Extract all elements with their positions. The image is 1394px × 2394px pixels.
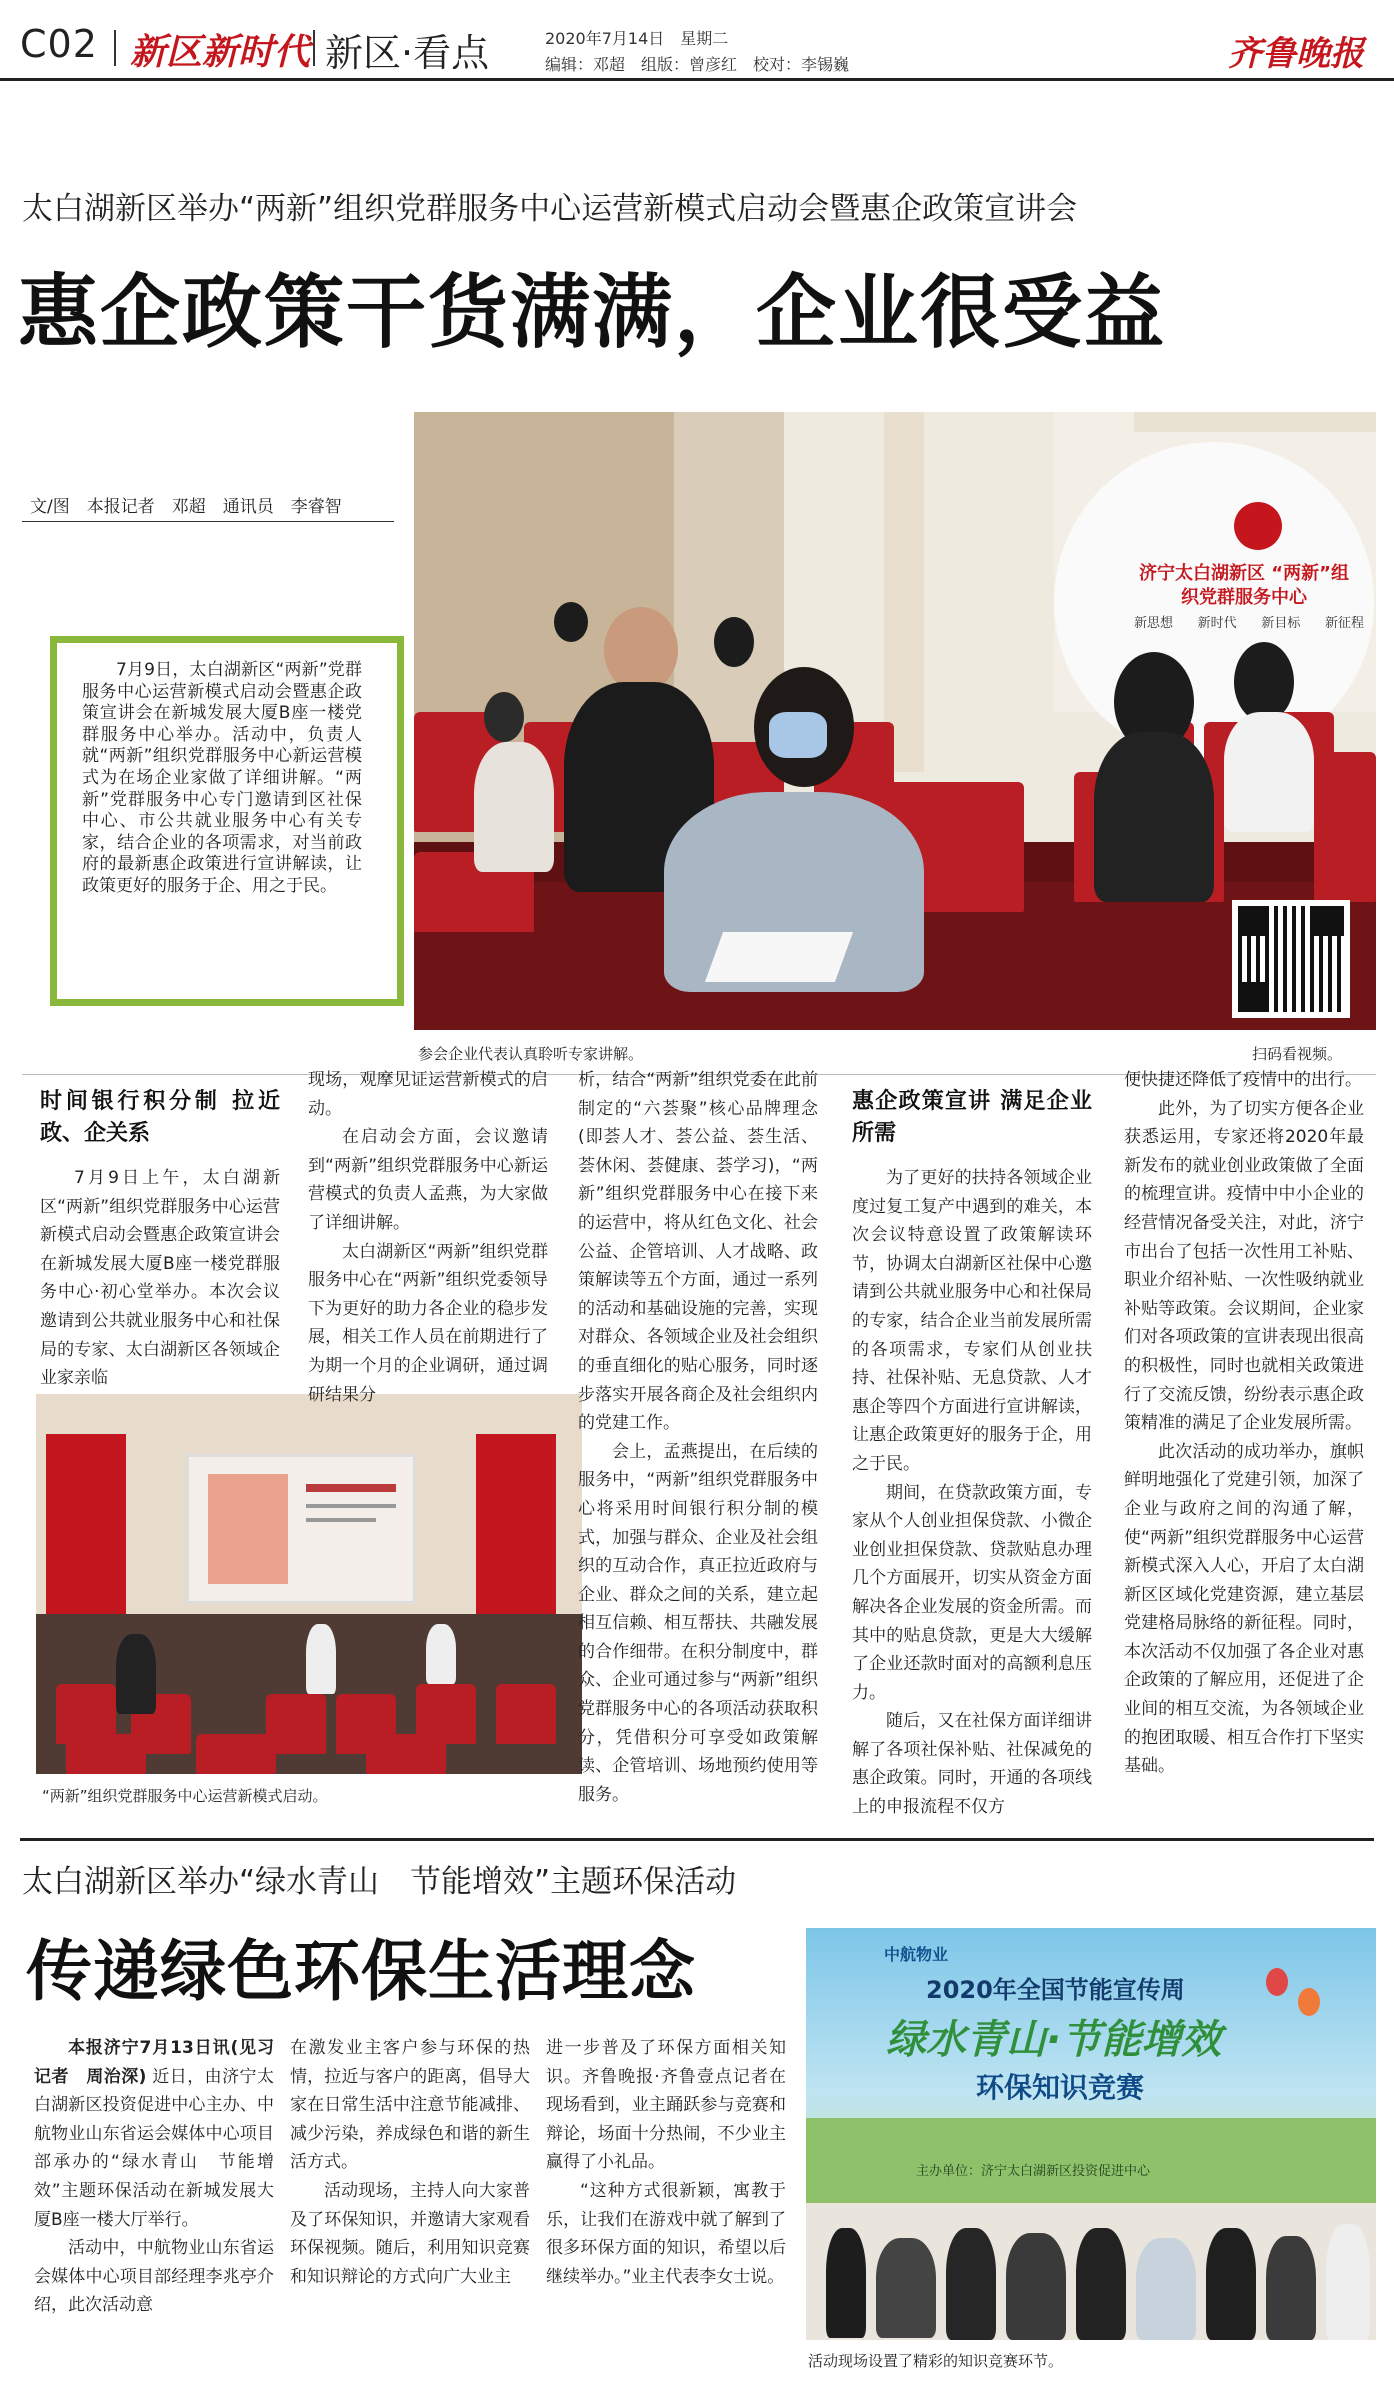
story2-dateline: 本报济宁7月13日讯(见习记者 周治深) <box>34 2038 274 2087</box>
brand-logo: 齐鲁晚报 <box>1228 34 1364 74</box>
photo-meeting-audience <box>414 412 1376 1030</box>
story2-column-1: 本报济宁7月13日讯(见习记者 周治深) 近日，由济宁太白湖新区投资促进中心主办、中航物业山东省运会媒体中心项目部承办的“绿水青山 节能增效”主题环保活动在新城发展大厦B座一楼大厅举行。 活动中，中航物业山东省运会媒体中心项目部经理李兆亭介绍，此次活动意 <box>34 2038 274 2316</box>
qr-caption: 扫码看视频。 <box>1252 1045 1343 1063</box>
col4-heading: 惠企政策宣讲 满足企业所需 <box>852 1089 1092 1146</box>
story1-headline: 惠企政策干货满满，企业很受益 <box>18 266 1166 359</box>
header-divider-1 <box>114 30 116 66</box>
story2-column-3: 进一步普及了环保方面相关知识。齐鲁晚报·齐鲁壹点记者在现场看到，业主踊跃参与竞赛和辩论，场面十分热闹，不少业主赢得了小礼品。 “这种方式很新颖，寓教于乐，让我们在游戏中就了解到了很多环保方面的知识，希望以后继续举办。”业主代表李女士说。 <box>546 2038 786 2287</box>
party-emblem <box>1234 502 1282 550</box>
screen-logo: 中航物业 <box>884 1945 949 1964</box>
story1-column-1: 时间银行积分制 拉近政、企关系 7月9日上午，太白湖新区“两新”组织党群服务中心运营新模式启动会暨惠企政策宣讲会在新城发展大厦B座一楼党群服务中心·初心堂举办。本次会议邀请到公共就业服务中心和社保局的专家、太白湖新区各领域企业家亲临 <box>40 1086 280 1393</box>
story1-column-4: 惠企政策宣讲 满足企业所需 为了更好的扶持各领域企业度过复工复产中遇到的难关，本次会议特意设置了政策解读环节，协调太白湖新区社保中心邀请到公共就业服务中心和社保局的专家，结合企业当前发展所需的各项需求，专家们从创业扶持、社保补贴、无息贷款、人才惠企等四个方面进行宣讲解读，让惠企政策更好的服务于企，用之于民。 期间，在贷款政策方面，专家从个人创业担保贷款、小微企业创业担保贷款、贷款贴息办理几个方面展开，切实从资金方面解决各企业发展的资金所需。而其中的贴息贷款，更是大大缓解了企业还款时面对的高额利息压力。 随后，又在社保方面详细讲解了各项社保补贴、社保减免的惠企政策。同时，开通的各项线上的申报流程不仅方 <box>852 1086 1092 1822</box>
story1-column-3: 析，结合“两新”组织党委在此前制定的“六荟聚”核心品牌理念(即荟人才、荟公益、荟生活、荟休闲、荟健康、荟学习)，“两新”组织党群服务中心在接下来的运营中，将从红色文化、社会公益、企管培训、人才战略、政策解读等五个方面，通过一系列的活动和基础设施的完善，实现对群众、各领域企业及社会组织的垂直细化的贴心服务，同时逐步落实开展各商企及社会组织内的党建工作。 会上，孟燕提出，在后续的服务中，“两新”组织党群服务中心将采用时间银行积分制的模式，加强与群众、企业及社会组织的互动合作，真正拉近政府与企业、群众之间的关系，建立起相互信赖、相互帮扶、共融发展的合作细带。在积分制度中，群众、企业可通过参与“两新”组织党群服务中心的各项活动获取积分，凭借积分可享受如政策解读、企管培训、场地预约使用等服务。 <box>578 1070 818 1805</box>
photo3-caption: 活动现场设置了精彩的知识竞赛环节。 <box>808 2352 1064 2370</box>
story1-column-5: 便快捷还降低了疫情中的出行。 此外，为了切实方便各企业获悉运用，专家还将2020年最新发布的就业创业政策做了全面的梳理宣讲。疫情中中小企业的经营情况备受关注，对此，济宁市出台了包括一次性用工补贴、职业介绍补贴、一次性吸纳就业补贴等政策。会议期间，企业家们对各项政策的宣讲表现出很高的积极性，同时也就相关政策进行了交流反馈，纷纷表示惠企政策精准的满足了企业发展所需。 此次活动的成功举办，旗帜鲜明地强化了党建引领，加深了企业与政府之间的沟通了解，使“两新”组织党群服务中心运营新模式深入人心，开启了太白湖新区区域化党建资源，建立基层党建格局脉络的新征程。同时，本次活动不仅加强了各企业对惠企政策的了解应用，还促进了企业间的相互交流，为各领域企业的抱团取暖、相互合作打下坚实基础。 <box>1124 1070 1364 1777</box>
page-number: C02 <box>20 22 98 66</box>
story2-column-2: 在激发业主客户参与环保的热情，拉近与客户的距离，倡导大家在日常生活中注意节能减排、减少污染，养成绿色和谐的新生活方式。 活动现场，主持人向大家普及了环保知识，并邀请大家观看环保视频。随后，利用知识竞赛和知识辩论的方式向广大业主 <box>290 2038 530 2287</box>
header-divider-2 <box>313 30 315 66</box>
story2-headline: 传递绿色环保生活理念 <box>26 1933 696 2010</box>
screen-title-line2: 绿水青山·节能增效 <box>886 2017 1222 2063</box>
photo-launch-stage <box>36 1394 582 1774</box>
story2-subtitle: 太白湖新区举办“绿水青山 节能增效”主题环保活动 <box>22 1864 737 1900</box>
masthead: 新区新时代 <box>130 31 311 73</box>
story1-column-2: 现场，观摩见证运营新模式的启动。 在启动会方面，会议邀请到“两新”组织党群服务中心新运营模式的负责人孟燕，为大家做了详细讲解。 太白湖新区“两新”组织党群服务中心在“两新”组织党委领导下为更好的助力各企业的稳步发展，相关工作人员在前期进行了为期一个月的企业调研，通过调研结果分 <box>308 1070 548 1405</box>
screen-title-line3: 环保知识竞赛 <box>976 2071 1145 2104</box>
issue-date: 2020年7月14日 星期二 <box>545 29 729 48</box>
wall-tags: 新思想 新时代 新目标 新征程 <box>1134 616 1364 631</box>
header-rule <box>0 78 1394 81</box>
story2-rule <box>20 1838 1374 1841</box>
col1-heading: 时间银行积分制 拉近政、企关系 <box>40 1089 280 1146</box>
qr-code <box>1232 900 1350 1018</box>
screen-title-line1: 2020年全国节能宣传周 <box>926 1976 1185 2004</box>
lead-text: 7月9日，太白湖新区“两新”党群服务中心运营新模式启动会暨惠企政策宣讲会在新城发展大厦B座一楼党群服务中心举办。活动中，负责人就“两新”组织党群服务中心新运营模式为在场企业家做了详细讲解。“两新”党群服务中心专门邀请到区社保中心、市公共就业服务中心有关专家，结合企业的各项需求，对当前政府的最新惠企政策进行宣讲解读，让政策更好的服务于企、用之于民。 <box>82 660 362 896</box>
section-name: 新区·看点 <box>325 31 490 75</box>
photo2-caption: “两新”组织党群服务中心运营新模式启动。 <box>42 1787 328 1805</box>
balloon-icon-2 <box>1298 1988 1320 2016</box>
story1-subtitle: 太白湖新区举办“两新”组织党群服务中心运营新模式启动会暨惠企政策宣讲会 <box>22 191 1078 227</box>
byline-rule <box>22 521 394 522</box>
story1-byline: 文/图 本报记者 邓超 通讯员 李睿智 <box>30 497 342 517</box>
screen-organizer: 主办单位：济宁太白湖新区投资促进中心 <box>916 2164 1151 2179</box>
wall-sign-text: 济宁太白湖新区 “两新”组织党群服务中心 <box>1139 563 1349 608</box>
photo1-caption: 参会企业代表认真聆听专家讲解。 <box>418 1045 644 1063</box>
balloon-icon <box>1266 1968 1288 1996</box>
editors-line: 编辑：邓超 组版：曾彦红 校对：李锡巍 <box>545 55 850 74</box>
photo-quiz-event <box>806 1928 1376 2340</box>
